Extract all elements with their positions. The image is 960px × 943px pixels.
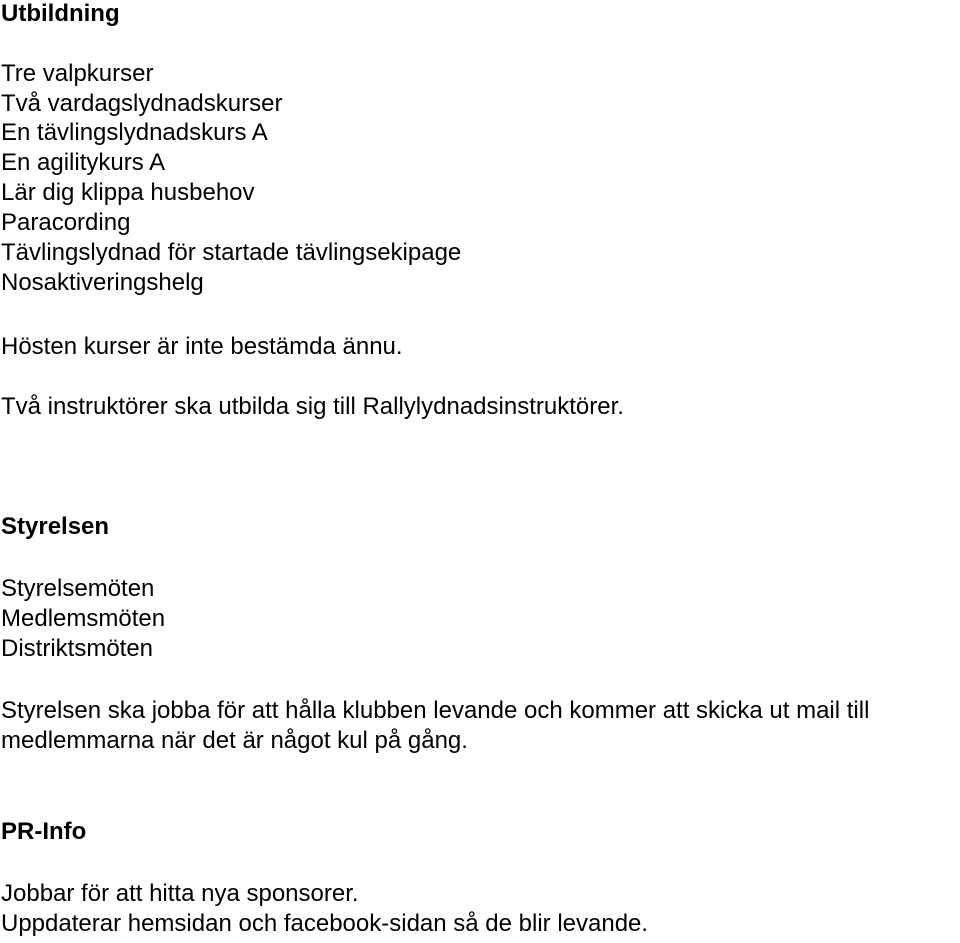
pr-item: Uppdaterar hemsidan och facebook-sidan så de blir levande. <box>1 910 649 937</box>
note-autumn-courses: Hösten kurser är inte bestämda ännu. <box>1 333 403 360</box>
meeting-item: Styrelsemöten <box>1 575 155 602</box>
course-item: Tävlingslydnad för startade tävlingsekipage <box>1 239 462 266</box>
course-item: En agilitykurs A <box>1 149 166 176</box>
course-item: Tre valpkurser <box>1 60 154 87</box>
meeting-item: Distriktsmöten <box>1 635 154 662</box>
heading-utbildning: Utbildning <box>1 0 120 27</box>
styrelsen-paragraph-line-2: medlemmarna när det är något kul på gång. <box>1 727 468 754</box>
heading-pr-info: PR-Info <box>1 818 87 845</box>
note-instructors: Två instruktörer ska utbilda sig till Rallylydnadsinstruktörer. <box>1 393 624 420</box>
meeting-item: Medlemsmöten <box>1 605 166 632</box>
pr-item: Jobbar för att hitta nya sponsorer. <box>1 880 359 907</box>
styrelsen-paragraph-line-1: Styrelsen ska jobba för att hålla klubben levande och kommer att skicka ut mail till <box>1 697 870 724</box>
heading-styrelsen: Styrelsen <box>1 513 110 540</box>
course-item: Två vardagslydnadskurser <box>1 90 283 117</box>
course-item: Paracording <box>1 209 131 236</box>
course-item: En tävlingslydnadskurs A <box>1 119 268 146</box>
course-item: Lär dig klippa husbehov <box>1 179 255 206</box>
course-item: Nosaktiveringshelg <box>1 269 204 296</box>
